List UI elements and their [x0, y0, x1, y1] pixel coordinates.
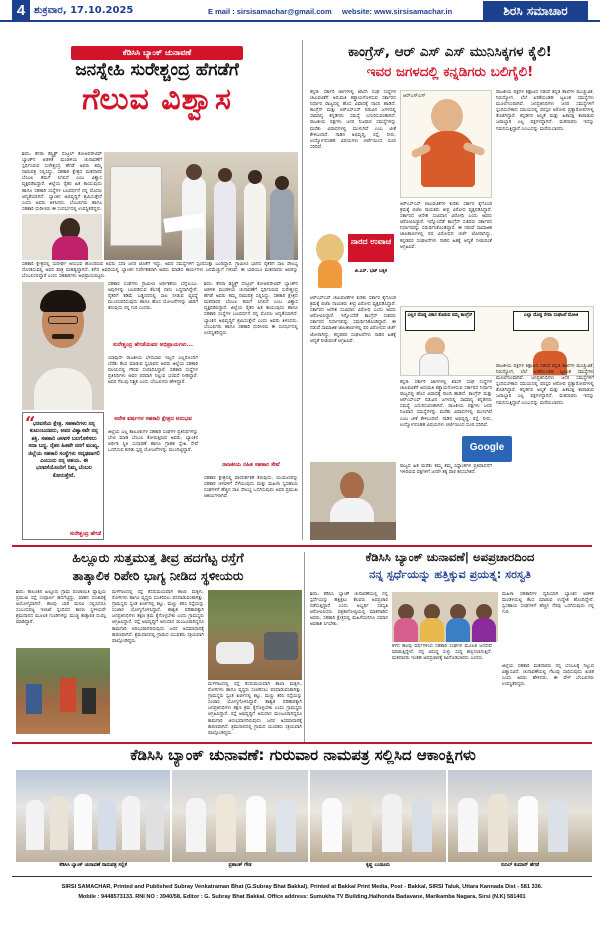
- story3-headline-1: ಹಿಲ್ಲೂರು ಸುತ್ತಮುತ್ತ ತೀವ್ರ ಹದಗೆಟ್ಟ ರಸ್ತೆಗೆ: [72, 550, 244, 565]
- road-repair-photo-1: [16, 648, 110, 734]
- page-header: [0, 0, 600, 22]
- story4-body-4: ಜಿಲ್ಲೆಯ ಸಹಕಾರಿ ಮತದಾರರು ನನ್ನ ಬೆಂಬಲಕ್ಕೆ ನಿಲ್ಲುವ ವಿಶ್ವಾಸವಿದೆ. ಚುನಾವಣೆಯಲ್ಲಿ ಗೆಲುವು ಸಾಧಿಸುವುದು ಖಚಿತ ಎಂದು ಅವರು ಹೇಳಿದರು. ಈ ವೇಳೆ ಬೆಂಬಲಿಗರು ಉಪಸ್ಥಿತರಿದ್ದರು.: [502, 664, 594, 688]
- quote-author: ಸುರೇಶ್ಚಂದ್ರ ಹೆಗಡೆ: [69, 531, 101, 537]
- section-divider: [12, 545, 592, 547]
- story4-body-2: ಕಳೆದ ಹಲವು ವರ್ಷಗಳಿಂದ ಸಹಕಾರಿ ಸಂಘಗಳ ಮೂಲಕ ಜನಸೇವೆ ಮಾಡುತ್ತಿದ್ದೇನೆ. ನನ್ನ ವಿರುದ್ಧ ಸುಳ್ಳು ಸುದ್ದಿ ಹಬ್ಬಿಸಲಾಗುತ್ತಿದೆ. ಮತದಾರರು ಇಂತಹ ಅಪಪ್ರಚಾರಕ್ಕೆ ಕಿವಿಗೊಡಬಾರದು ಎಂದರು.: [392, 644, 492, 662]
- story3-body-1: ಶಿರಸಿ: ತಾಲೂಕಿನ ಹಿಲ್ಲೂರು ಗ್ರಾಮ ಪಂಚಾಯಿತಿ ವ್ಯಾಪ್ತಿಯ ಪ್ರಮುಖ ರಸ್ತೆ ಸಂಪೂರ್ಣ ಹದಗೆಟ್ಟಿದ್ದು, ವಾಹನ ಸಂಚಾರಕ್ಕೆ ಅಯೋಗ್ಯವಾಗಿದೆ. ಹಲವು ಬಾರಿ ಮನವಿ ಸಲ್ಲಿಸಿದರೂ ಸಂಬಂಧಪಟ್ಟ ಇಲಾಖೆ ಸ್ಪಂದಿಸದ ಕಾರಣ ಸ್ಥಳೀಯರೇ ಶ್ರಮದಾನದ ಮೂಲಕ ಗುಂಡಿಗಳನ್ನು ಮುಚ್ಚಿ ತಾತ್ಕಾಲಿಕ ದುರಸ್ತಿ ಮಾಡಿದ್ದಾರೆ.: [16, 590, 106, 626]
- header-website[interactable]: website: www.sirsisamachar.in: [342, 7, 453, 16]
- nomination-group-photo-3: [310, 770, 446, 862]
- story4-body-3: ಮಹಿಳಾ ಸಹಕಾರಿಗಳ ಧ್ವನಿಯಾಗಿ ಬ್ಯಾಂಕಿನ ಆಡಳಿತ ಮಂಡಳಿಯಲ್ಲಿ ಕೆಲಸ ಮಾಡುವ ಉದ್ದೇಶ ಹೊಂದಿದ್ದೇನೆ. ಸ್ವಸಹಾಯ ಸಂಘಗಳಿಗೆ ಹೆಚ್ಚಿನ ನೆರವು ಒದಗಿಸುವುದು ನನ್ನ ಗುರಿ.: [502, 592, 594, 616]
- footer-rule: [12, 876, 592, 877]
- headline-line-2: ಗೆಲುವ ವಿಶ್ವಾಸ: [82, 82, 232, 117]
- header-email[interactable]: E mail : sirsisamachar@gmail.com: [208, 7, 332, 16]
- story5-headline: ಕೆಡಿಸಿಸಿ ಬ್ಯಾಂಕ್ ಚುನಾವಣೆ: ಗುರುವಾರ ನಾಮಪತ್ರ ಸಲ್ಲಿಸಿದ ಆಕಾಂಕ್ಷಿಗಳು: [130, 746, 476, 764]
- story1-intro: ಶಿರಸಿ: ಕೆನರಾ ಡಿಸ್ಟ್ರಿಕ್ಟ್ ಸೆಂಟ್ರಲ್ ಕೋಆಪರೇಟಿವ್ ಬ್ಯಾಂಕ್‌ನ ಆಡಳಿತ ಮಂಡಳಿಯ ಚುನಾವಣೆಗೆ ಸ್ಪರ್ಧಿಸಿರುವ ಸುರೇಶ್ಚಂದ್ರ ಹೆಗಡೆ ಅವರು ತಮ್ಮ ನಾಮಪತ್ರ ಸಲ್ಲಿಸಿದ್ದು, ಸಹಕಾರಿ ಕ್ಷೇತ್ರದ ಮತದಾರರ ಬೆಂಬಲ ತಮಗೆ ಸಿಗಲಿದೆ ಎಂಬ ವಿಶ್ವಾಸ ವ್ಯಕ್ತಪಡಿಸಿದ್ದಾರೆ. ಜಿಲ್ಲೆಯ ರೈತರ ಹಿತ ಕಾಯುವುದು ಹಾಗೂ ಸಹಕಾರಿ ಸಂಸ್ಥೆಗಳ ಬಲವರ್ಧನೆ ನನ್ನ ಮೊದಲ ಆದ್ಯತೆಯಾಗಿದೆ. ಬ್ಯಾಂಕಿನ ಅಭಿವೃದ್ಧಿಗೆ ಶ್ರಮಿಸುತ್ತೇನೆ ಎಂದು ಅವರು ತಿಳಿಸಿದರು. ಬೆಂಬಲಿಗರು ಹಾಗೂ ಸಹಕಾರಿ ಧುರೀಣರು ಈ ಸಂದರ್ಭದಲ್ಲಿ ಉಪಸ್ಥಿತರಿದ್ದರು.: [22, 152, 102, 212]
- cartoon-illustration-top: ಆರ್‌ಎಸ್‌ಎಸ್: [400, 90, 492, 198]
- masthead: ಶಿರಸಿ ಸಮಾಚಾರ: [483, 1, 588, 21]
- woman-photo: [22, 214, 102, 260]
- story2-col2: ಆರ್‌ಎಸ್‌ಎಸ್ ಚಟುವಟಿಕೆಗಳ ಕುರಿತು ಸರ್ಕಾರ ಕೈಗೊಂಡ ಕ್ರಮಕ್ಕೆ ಬಿಜೆಪಿ ನಾಯಕರು ತೀವ್ರ ವಿರೋಧ ವ್ಯಕ್ತಪಡಿಸಿದ್ದಾರೆ. ಸರ್ಕಾರದ ಆದೇಶ ಸಂವಿಧಾನ ವಿರೋಧಿ ಎಂದು ಅವರು ಆರೋಪಿಸಿದ್ದಾರೆ. ಇನ್ನೊಂದೆಡೆ ಕಾಂಗ್ರೆಸ್ ಸಚಿವರು ಸರ್ಕಾರದ ನಿರ್ಧಾರವನ್ನು ಸಮರ್ಥಿಸಿಕೊಂಡಿದ್ದಾರೆ. ಈ ನಡುವೆ ಸಾಮಾಜಿಕ ಜಾಲತಾಣಗಳಲ್ಲಿ ಪರ ವಿರೋಧದ ಚರ್ಚೆ ಜೋರಾಗಿದ್ದು, ಕನ್ನಡಪರ ಸಂಘಟನೆಗಳು ನಾಡಿನ ಹಿತಕ್ಕೆ ಆದ್ಯತೆ ನೀಡುವಂತೆ ಆಗ್ರಹಿಸಿವೆ.: [400, 202, 492, 250]
- story-kicker: ಕೆಡಿಸಿಸಿ ಬ್ಯಾಂಕ್ ಚುನಾವಣೆ: [71, 46, 243, 60]
- story4-headline-2: ನನ್ನ ಸ್ಪರ್ಧೆಯನ್ನು ಹತ್ತಿಕ್ಕುವ ಪ್ರಯತ್ನ: ಸರಸ್ವತಿ: [369, 568, 531, 581]
- story1-body-col2a: ಸಹಕಾರ ಸಂಘಗಳು ಗ್ರಾಮೀಣ ಆರ್ಥಿಕತೆಯ ಬೆನ್ನೆಲುಬು. ಅವುಗಳನ್ನು ಬಲಪಡಿಸುವ ಕೆಲಸಕ್ಕೆ ನಾನು ಬದ್ಧನಾಗಿದ್ದೇನೆ. ರೈತರಿಗೆ ಕಡಿಮೆ ಬಡ್ಡಿದರದಲ್ಲಿ ಸಾಲ ನೀಡುವ ವ್ಯವಸ್ಥೆ ಮುಂದುವರಿಸುವುದು ಹಾಗೂ ಹೊಸ ಯೋಜನೆಗಳನ್ನು ಜಾರಿಗೆ ತರುವುದು ನನ್ನ ಗುರಿ ಎಂದರು.: [108, 282, 198, 312]
- story3-headline-2: ತಾತ್ಕಾಲಿಕ ರಿಪೇರಿ ಭಾಗ್ಯ ನೀಡಿದ ಸ್ಥಳೀಯರು: [72, 568, 244, 583]
- story3-body-3: ಮಳೆಗಾಲದಲ್ಲಿ ರಸ್ತೆ ಕೆಸರುಮಯವಾಗಿ ಶಾಲಾ ಮಕ್ಕಳು, ರೋಗಿಗಳು ಹಾಗೂ ವೃದ್ಧರು ಸಂಚರಿಸಲು ಪರದಾಡುವಂತಾಗಿತ್ತು. ಗ್ರಾಮಸ್ಥರು ಸ್ವಂತ ಖರ್ಚಿನಲ್ಲಿ ಕಲ್ಲು, ಮಣ್ಣು ತರಿಸಿ ರಸ್ತೆಯನ್ನು ಸಂಚಾರ ಯೋಗ್ಯಗೊಳಿಸಿದ್ದಾರೆ. ಶಾಶ್ವತ ಪರಿಹಾರಕ್ಕಾಗಿ ಜನಪ್ರತಿನಿಧಿಗಳು ತಕ್ಷಣ ಕ್ರಮ ಕೈಗೊಳ್ಳಬೇಕು ಎಂದು ಗ್ರಾಮಸ್ಥರು ಆಗ್ರಹಿಸಿದ್ದಾರೆ. ರಸ್ತೆ ಅಭಿವೃದ್ಧಿಗೆ ಅನುದಾನ ಮಂಜೂರಾಗಿದ್ದರೂ ಕಾಮಗಾರಿ ಆರಂಭವಾಗದಿರುವುದು ಜನರ ಅಸಮಾಧಾನಕ್ಕೆ ಕಾರಣವಾಗಿದೆ. ಶ್ರಮದಾನದಲ್ಲಿ ಗ್ರಾಮದ ಯುವಕರು ಸಕ್ರಿಯವಾಗಿ ಪಾಲ್ಗೊಂಡಿದ್ದರು.: [208, 682, 302, 736]
- story1-body-col2b: ಯಾವುದೇ ರಾಜಕೀಯ ಭೇದಭಾವ ಇಲ್ಲದೆ ಎಲ್ಲರೊಂದಿಗೆ ಬೆರೆತು ಕೆಲಸ ಮಾಡುವ ಸ್ವಭಾವದ ಅವರು ಜಿಲ್ಲೆಯ ಸಹಕಾರಿ ವಲಯದಲ್ಲಿ ಗೌರವ ಸಂಪಾದಿಸಿದ್ದಾರೆ. ಸಹಕಾರಿ ಸಂಸ್ಥೆಗಳ ಪ್ರತಿನಿಧಿಗಳು ಅವರ ಪರವಾಗಿ ನಿಲ್ಲುವ ಭರವಸೆ ನೀಡಿದ್ದಾರೆ. ಅವರ ಗೆಲುವು ನಿಶ್ಚಿತ ಎಂದು ಬೆಂಬಲಿಗರು ಹೇಳಿದ್ದಾರೆ.: [108, 356, 198, 386]
- candidate-quote: [22, 412, 104, 540]
- story1-body-col3a: ಶಿರಸಿ: ಕೆನರಾ ಡಿಸ್ಟ್ರಿಕ್ಟ್ ಸೆಂಟ್ರಲ್ ಕೋಆಪರೇಟಿವ್ ಬ್ಯಾಂಕ್‌ನ ಆಡಳಿತ ಮಂಡಳಿಯ ಚುನಾವಣೆಗೆ ಸ್ಪರ್ಧಿಸಿರುವ ಸುರೇಶ್ಚಂದ್ರ ಹೆಗಡೆ ಅವರು ತಮ್ಮ ನಾಮಪತ್ರ ಸಲ್ಲಿಸಿದ್ದು, ಸಹಕಾರಿ ಕ್ಷೇತ್ರದ ಮತದಾರರ ಬೆಂಬಲ ತಮಗೆ ಸಿಗಲಿದೆ ಎಂಬ ವಿಶ್ವಾಸ ವ್ಯಕ್ತಪಡಿಸಿದ್ದಾರೆ. ಜಿಲ್ಲೆಯ ರೈತರ ಹಿತ ಕಾಯುವುದು ಹಾಗೂ ಸಹಕಾರಿ ಸಂಸ್ಥೆಗಳ ಬಲವರ್ಧನೆ ನನ್ನ ಮೊದಲ ಆದ್ಯತೆಯಾಗಿದೆ. ಬ್ಯಾಂಕಿನ ಅಭಿವೃದ್ಧಿಗೆ ಶ್ರಮಿಸುತ್ತೇನೆ ಎಂದು ಅವರು ತಿಳಿಸಿದರು. ಬೆಂಬಲಿಗರು ಹಾಗೂ ಸಹಕಾರಿ ಧುರೀಣರು ಈ ಸಂದರ್ಭದಲ್ಲಿ ಉಪಸ್ಥಿತರಿದ್ದರು.: [204, 282, 298, 336]
- caption-1: ಕೆಡಿಸಿಸಿ ಬ್ಯಾಂಕ್ ಚುನಾವಣೆ ನಾಮಪತ್ರ ಸಲ್ಲಿಕೆ: [59, 863, 127, 868]
- story4-headline-1: ಕೆಡಿಸಿಸಿ ಬ್ಯಾಂಕ್ ಚುನಾವಣೆ| ಅಪಪ್ರಚಾರದಿಂದ: [365, 550, 535, 564]
- story2-col2b: ಕನ್ನಡ: ಸರ್ಕಾರಿ ಜಾಗಗಳಲ್ಲಿ ಖಾಸಗಿ ಸಂಘ ಸಂಸ್ಥೆಗಳ ಚಟುವಟಿಕೆಗೆ ಅನುಮತಿ ಕಡ್ಡಾಯಗೊಳಿಸುವ ಸರ್ಕಾರದ ನಿರ್ಧಾರ ರಾಜ್ಯದಲ್ಲಿ ಹೊಸ ವಿವಾದಕ್ಕೆ ನಾಂದಿ ಹಾಡಿದೆ. ಕಾಂಗ್ರೆಸ್ ಮತ್ತು ಆರ್‌ಎಸ್‌ಎಸ್ ನಡುವಿನ ಜಗಳದಲ್ಲಿ ಸಾಮಾನ್ಯ ಕನ್ನಡಿಗರು ಸಮಸ್ಯೆ ಎದುರಿಸುವಂತಾಗಿದೆ. ರಾಜಕೀಯ ಪಕ್ಷಗಳು ಜನರ ನಿಜವಾದ ಸಮಸ್ಯೆಗಳನ್ನು ಮರೆತು ವಿವಾದಗಳಲ್ಲಿ ಮುಳುಗಿವೆ ಎಂಬ ಟೀಕೆ ಕೇಳಿಬಂದಿದೆ. ನಾಡಿನ ಅಭಿವೃದ್ಧಿ, ರಸ್ತೆ, ನೀರು, ಉದ್ಯೋಗದಂತಹ ವಿಷಯಗಳು ಚರ್ಚೆಯಿಂದ ದೂರ ಸರಿದಿವೆ.: [400, 380, 492, 428]
- imprint-line-2: Mobile : 9448573133. RNI NO : 3940/58, Editor : G. Subray Bhat Bakkal. Office address: Sumukha TV Building,Halhonda Badavane, Marikamba Nagara, Sirsi (N.K) 581401: [78, 894, 526, 900]
- nomination-group-photo-1: [16, 770, 170, 862]
- quote-mark-icon: “: [25, 413, 36, 434]
- story1-subhead-1: ಸುರೇಶ್ಚಂದ್ರ ಹೆಗಡೆಯವರ ಅಭಿಪ್ರಾಯಗಳು...: [112, 342, 194, 348]
- story1-body-col3b: ಸಹಕಾರ ಕ್ಷೇತ್ರದಲ್ಲಿ ಪಾರದರ್ಶಕತೆ ತರುವುದು, ಯುವಜನರನ್ನು ಸಹಕಾರಿ ಚಳವಳಿಗೆ ಸೆಳೆಯುವುದು ಮತ್ತು ಮಹಿಳಾ ಸ್ವಸಹಾಯ ಸಂಘಗಳಿಗೆ ಹೆಚ್ಚಿನ ಸಾಲ ಸೌಲಭ್ಯ ಒದಗಿಸುವುದು ಅವರ ಪ್ರಮುಖ ಆಶಯಗಳಾಗಿವೆ.: [204, 476, 298, 500]
- caption-2: ಪ್ರಶಾಂತ್ ಗೌಡ: [228, 863, 252, 868]
- story1-body-intro: ಸಹಕಾರಿ ಕ್ಷೇತ್ರದಲ್ಲಿ ಸುದೀರ್ಘ ಅನುಭವ ಹೊಂದಿರುವ ಅವರು ಸದಾ ಜನರ ಜೊತೆಗೆ ಇದ್ದು, ಅವರ ಸಮಸ್ಯೆಗಳಿಗೆ ಸ್ಪಂದಿಸುತ್ತಾ ಬಂದಿದ್ದಾರೆ. ಗ್ರಾಮೀಣ ಭಾಗದ ರೈತರಿಗೆ ಸಾಲ ಸೌಲಭ್ಯ ದೊರಕಿಸುವಲ್ಲಿ ಅವರ ಪಾತ್ರ ಮಹತ್ವದ್ದಾಗಿದೆ. ಕಳೆದ ಅವಧಿಯಲ್ಲಿ ಬ್ಯಾಂಕಿನ ನಿರ್ದೇಶಕರಾಗಿ ಅವರು ಮಾಡಿದ ಕಾರ್ಯಗಳು ಜನಮೆಚ್ಚುಗೆ ಗಳಿಸಿವೆ. ಈ ಬಾರಿಯೂ ಮತದಾರರು ಅವರನ್ನು ಬೆಂಬಲಿಸಲಿದ್ದಾರೆ ಎಂದು ಸಹಕಾರಿಗಳು ಅಭಿಪ್ರಾಯಪಟ್ಟರು.: [22, 262, 298, 280]
- caption-3: ಕೃಷ್ಣ ಬಂಡೂರು: [366, 863, 390, 868]
- narada-cartoon-box: [310, 226, 396, 292]
- candidate-portrait: [22, 282, 104, 410]
- cartoon-sign-right: ಎಲ್ಲಾ ದೊಡ್ಡ ಸೇವಾ ಸಂಘಟನೆ ಮೋಜಿ: [513, 311, 589, 331]
- story4-body-1: ಶಿರಸಿ: ಕೆಡಿಸಿಸಿ ಬ್ಯಾಂಕ್ ಚುನಾವಣೆಯಲ್ಲಿ ನನ್ನ ಸ್ಪರ್ಧೆಯನ್ನು ಹತ್ತಿಕ್ಕಲು ಕೆಲವರು ಅಪಪ್ರಚಾರ ನಡೆಸುತ್ತಿದ್ದಾರೆ ಎಂದು ಅಭ್ಯರ್ಥಿ ಸರಸ್ವತಿ ಆರೋಪಿಸಿದರು. ಪತ್ರಿಕಾಗೋಷ್ಠಿಯಲ್ಲಿ ಮಾತನಾಡಿದ ಅವರು, ಸಹಕಾರಿ ಕ್ಷೇತ್ರದಲ್ಲಿ ಮಹಿಳೆಯರಿಗೂ ಸಮಾನ ಅವಕಾಶ ಸಿಗಬೇಕು.: [310, 592, 388, 628]
- story2-headline-1: ಕಾಂಗ್ರೆಸ್, ಆರ್ ಎಸ್ ಎಸ್ ಮುನಿಸಿಕ್ಕಗಳ ಕೈಲಿ!: [348, 44, 552, 60]
- column-rule-bottom: [304, 552, 305, 742]
- story2-col1: ಕನ್ನಡ: ಸರ್ಕಾರಿ ಜಾಗಗಳಲ್ಲಿ ಖಾಸಗಿ ಸಂಘ ಸಂಸ್ಥೆಗಳ ಚಟುವಟಿಕೆಗೆ ಅನುಮತಿ ಕಡ್ಡಾಯಗೊಳಿಸುವ ಸರ್ಕಾರದ ನಿರ್ಧಾರ ರಾಜ್ಯದಲ್ಲಿ ಹೊಸ ವಿವಾದಕ್ಕೆ ನಾಂದಿ ಹಾಡಿದೆ. ಕಾಂಗ್ರೆಸ್ ಮತ್ತು ಆರ್‌ಎಸ್‌ಎಸ್ ನಡುವಿನ ಜಗಳದಲ್ಲಿ ಸಾಮಾನ್ಯ ಕನ್ನಡಿಗರು ಸಮಸ್ಯೆ ಎದುರಿಸುವಂತಾಗಿದೆ. ರಾಜಕೀಯ ಪಕ್ಷಗಳು ಜನರ ನಿಜವಾದ ಸಮಸ್ಯೆಗಳನ್ನು ಮರೆತು ವಿವಾದಗಳಲ್ಲಿ ಮುಳುಗಿವೆ ಎಂಬ ಟೀಕೆ ಕೇಳಿಬಂದಿದೆ. ನಾಡಿನ ಅಭಿವೃದ್ಧಿ, ರಸ್ತೆ, ನೀರು, ಉದ್ಯೋಗದಂತಹ ವಿಷಯಗಳು ಚರ್ಚೆಯಿಂದ ದೂರ ಸರಿದಿವೆ.: [310, 90, 396, 150]
- story1-body-col2c: ಜಿಲ್ಲೆಯ ಎಲ್ಲ ತಾಲೂಕುಗಳ ಸಹಕಾರಿ ಸಂಘಗಳ ಪ್ರತಿನಿಧಿಗಳನ್ನು ಭೇಟಿ ಮಾಡಿ ಬೆಂಬಲ ಕೋರುತ್ತಿರುವ ಅವರು, ಬ್ಯಾಂಕಿನ ಆರ್ಥಿಕ ಸ್ಥಿತಿ ಸುಧಾರಣೆ ಹಾಗೂ ಗ್ರಾಹಕ ಸ್ನೇಹಿ ಸೇವೆ ಒದಗಿಸುವ ಕುರಿತು ಸ್ಪಷ್ಟ ಯೋಜನೆಗಳನ್ನು ಮುಂದಿಟ್ಟಿದ್ದಾರೆ.: [108, 430, 198, 454]
- imprint-line-1: SIRSI SAMACHAR, Printed and Published Subray Venkatraman Bhat (G.Subray Bhat Bakkal), Printed at Bakkal Print Media, Post - Bakkal, SIRSI Taluk, Uttara Kannada Dist - 581 336.: [61, 884, 543, 890]
- press-meet-photo: [392, 592, 498, 642]
- google-logo-text: Google: [469, 442, 505, 453]
- page-number: 4: [12, 0, 30, 22]
- nomination-group-photo-2: [172, 770, 308, 862]
- cartoon-credit: ಜಿ.ಎಸ್. ಭಟ್ ಬಕ್ಕಳ: [354, 269, 388, 274]
- section-divider-2: [12, 742, 592, 744]
- story3-body-2: ಮಳೆಗಾಲದಲ್ಲಿ ರಸ್ತೆ ಕೆಸರುಮಯವಾಗಿ ಶಾಲಾ ಮಕ್ಕಳು, ರೋಗಿಗಳು ಹಾಗೂ ವೃದ್ಧರು ಸಂಚರಿಸಲು ಪರದಾಡುವಂತಾಗಿತ್ತು. ಗ್ರಾಮಸ್ಥರು ಸ್ವಂತ ಖರ್ಚಿನಲ್ಲಿ ಕಲ್ಲು, ಮಣ್ಣು ತರಿಸಿ ರಸ್ತೆಯನ್ನು ಸಂಚಾರ ಯೋಗ್ಯಗೊಳಿಸಿದ್ದಾರೆ. ಶಾಶ್ವತ ಪರಿಹಾರಕ್ಕಾಗಿ ಜನಪ್ರತಿನಿಧಿಗಳು ತಕ್ಷಣ ಕ್ರಮ ಕೈಗೊಳ್ಳಬೇಕು ಎಂದು ಗ್ರಾಮಸ್ಥರು ಆಗ್ರಹಿಸಿದ್ದಾರೆ. ರಸ್ತೆ ಅಭಿವೃದ್ಧಿಗೆ ಅನುದಾನ ಮಂಜೂರಾಗಿದ್ದರೂ ಕಾಮಗಾರಿ ಆರಂಭವಾಗದಿರುವುದು ಜನರ ಅಸಮಾಧಾನಕ್ಕೆ ಕಾರಣವಾಗಿದೆ. ಶ್ರಮದಾನದಲ್ಲಿ ಗ್ರಾಮದ ಯುವಕರು ಸಕ್ರಿಯವಾಗಿ ಪಾಲ್ಗೊಂಡಿದ್ದರು.: [112, 590, 204, 644]
- story2-col2c: ರಾಜ್ಯದ ಹಿತ ಮರೆತು ತಮ್ಮ ತಮ್ಮ ಸಿದ್ಧಾಂತಗಳ ಪ್ರತಿಪಾದನೆಗೆ ಇಳಿದಿರುವ ಪಕ್ಷಗಳಿಗೆ ಜನರೇ ತಕ್ಕ ಪಾಠ ಕಲಿಸಬೇಕಿದೆ.: [400, 464, 492, 476]
- issue-date: ಶುಕ್ರವಾರ, 17.10.2025: [34, 5, 134, 16]
- nomination-group-photo-4: [448, 770, 592, 862]
- caption-4: ಸುನಿಲ್ ಕುಮಾರ್ ಹೆಗಡೆ: [500, 863, 540, 868]
- narada-label: ನಾರದ ಉವಾಚ: [348, 234, 394, 262]
- cartoon-sign-left: ಎಲ್ಲರ ದೊಡ್ಡ ವಿಕಾಸ ಕೊಡುವ ನಮ್ಮ ಕಾಂಗ್ರೆಸ್: [405, 311, 475, 331]
- story2-col3: ರಾಜಕೀಯ ಪಕ್ಷಗಳ ಕಿತ್ತಾಟದ ನಡುವೆ ಕನ್ನಡ ಶಾಲೆಗಳ ಮುಚ್ಚುವಿಕೆ, ನಿರುದ್ಯೋಗ, ಬೆಲೆ ಏರಿಕೆಯಂತಹ ಜ್ವಲಂತ ಸಮಸ್ಯೆಗಳು ಮೂಲೆಗುಂಪಾಗಿವೆ. ಜನಪ್ರತಿನಿಧಿಗಳು ಜನರ ಸಮಸ್ಯೆಗಳಿಗೆ ಸ್ಪಂದಿಸಬೇಕಾದ ಸಮಯದಲ್ಲಿ ಪರಸ್ಪರ ಆರೋಪ ಪ್ರತ್ಯಾರೋಪಗಳಲ್ಲಿ ತೊಡಗಿದ್ದಾರೆ. ಕನ್ನಡಿಗರ ಅಸ್ಮಿತೆ ಮತ್ತು ಹಿತಾಸಕ್ತಿ ಕಾಪಾಡುವ ಜವಾಬ್ದಾರಿ ಎಲ್ಲ ಪಕ್ಷಗಳದ್ದಾಗಿದೆ. ಮತದಾರರು ಇದನ್ನು ಗಮನಿಸುತ್ತಿದ್ದಾರೆ ಎಂಬುದನ್ನು ಮರೆಯಬಾರದು.: [496, 90, 594, 132]
- column-rule: [302, 40, 303, 540]
- quote-text: ಭರವಸೆಯ ಕ್ಷೇತ್ರ. ಸಹಕಾರಿಗಳು ನನ್ನ ಕುಟುಂಬದವರು, ಅವರ ವಿಶ್ವಾಸವೇ ನನ್ನ ಶಕ್ತಿ. ಸಹಕಾರಿ ಚಳವಳಿ ಬಲಗೊಳಿಸಲು ಸದಾ ಬದ್ಧ. ರೈತರ ಹಿತವೇ ನನಗೆ ಮುಖ್ಯ. ಜಿಲ್ಲೆಯ ಸಹಕಾರಿ ಸಂಸ್ಥೆಗಳು ಸದೃಢವಾಗಲಿ ಎಂಬುದು ನನ್ನ ಆಶಯ. ಈ ಭರವಸೆಯೊಂದಿಗೆ ನಿಮ್ಮ ಬೆಂಬಲ ಕೋರುತ್ತೇನೆ.: [28, 421, 100, 479]
- nomination-photo: [104, 152, 298, 260]
- headline-line-1: ಜನಸ್ನೇಹಿ ಸುರೇಶ್ಚಂದ್ರ ಹೆಗಡೆಗೆ: [75, 60, 239, 80]
- story2-col1b: ಆರ್‌ಎಸ್‌ಎಸ್ ಚಟುವಟಿಕೆಗಳ ಕುರಿತು ಸರ್ಕಾರ ಕೈಗೊಂಡ ಕ್ರಮಕ್ಕೆ ಬಿಜೆಪಿ ನಾಯಕರು ತೀವ್ರ ವಿರೋಧ ವ್ಯಕ್ತಪಡಿಸಿದ್ದಾರೆ. ಸರ್ಕಾರದ ಆದೇಶ ಸಂವಿಧಾನ ವಿರೋಧಿ ಎಂದು ಅವರು ಆರೋಪಿಸಿದ್ದಾರೆ. ಇನ್ನೊಂದೆಡೆ ಕಾಂಗ್ರೆಸ್ ಸಚಿವರು ಸರ್ಕಾರದ ನಿರ್ಧಾರವನ್ನು ಸಮರ್ಥಿಸಿಕೊಂಡಿದ್ದಾರೆ. ಈ ನಡುವೆ ಸಾಮಾಜಿಕ ಜಾಲತಾಣಗಳಲ್ಲಿ ಪರ ವಿರೋಧದ ಚರ್ಚೆ ಜೋರಾಗಿದ್ದು, ಕನ್ನಡಪರ ಸಂಘಟನೆಗಳು ನಾಡಿನ ಹಿತಕ್ಕೆ ಆದ್ಯತೆ ನೀಡುವಂತೆ ಆಗ್ರಹಿಸಿವೆ.: [310, 296, 396, 344]
- story2-col3b: ರಾಜಕೀಯ ಪಕ್ಷಗಳ ಕಿತ್ತಾಟದ ನಡುವೆ ಕನ್ನಡ ಶಾಲೆಗಳ ಮುಚ್ಚುವಿಕೆ, ನಿರುದ್ಯೋಗ, ಬೆಲೆ ಏರಿಕೆಯಂತಹ ಜ್ವಲಂತ ಸಮಸ್ಯೆಗಳು ಮೂಲೆಗುಂಪಾಗಿವೆ. ಜನಪ್ರತಿನಿಧಿಗಳು ಜನರ ಸಮಸ್ಯೆಗಳಿಗೆ ಸ್ಪಂದಿಸಬೇಕಾದ ಸಮಯದಲ್ಲಿ ಪರಸ್ಪರ ಆರೋಪ ಪ್ರತ್ಯಾರೋಪಗಳಲ್ಲಿ ತೊಡಗಿದ್ದಾರೆ. ಕನ್ನಡಿಗರ ಅಸ್ಮಿತೆ ಮತ್ತು ಹಿತಾಸಕ್ತಿ ಕಾಪಾಡುವ ಜವಾಬ್ದಾರಿ ಎಲ್ಲ ಪಕ್ಷಗಳದ್ದಾಗಿದೆ. ಮತದಾರರು ಇದನ್ನು ಗಮನಿಸುತ್ತಿದ್ದಾರೆ ಎಂಬುದನ್ನು ಮರೆಯಬಾರದು.: [496, 364, 594, 406]
- speaker-photo: [310, 462, 396, 540]
- story1-subhead-2: ಅನೇಕ ವರ್ಷಗಳ ಸಹಕಾರಿ ಕ್ಷೇತ್ರದ ಅನುಭವ: [114, 416, 192, 422]
- story2-headline-2: ಇವರ ಜಗಳದಲ್ಲಿ ಕನ್ನಡಿಗರು ಬಲಿಗೈಲಿ!: [366, 64, 534, 80]
- story1-subhead-3: ರಾಜಕೀಯ ರಹಿತ ಸಹಕಾರ ಸೇವೆ: [222, 462, 280, 468]
- road-repair-photo-2: [208, 590, 302, 680]
